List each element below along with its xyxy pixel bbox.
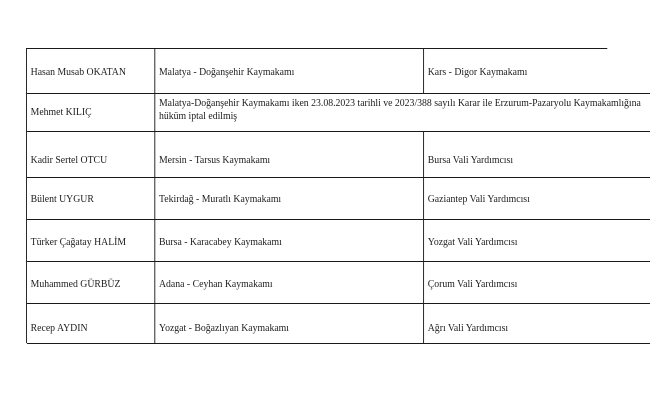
old-post-cell <box>155 219 424 261</box>
old-post-cell <box>155 261 424 303</box>
old-post: Mersin - Tarsus Kaymakamı <box>158 155 271 166</box>
new-post-cell <box>424 177 650 219</box>
table-row <box>27 177 650 220</box>
person-name: Muhammed GÜRBÜZ <box>30 279 121 290</box>
table-row <box>27 219 650 262</box>
note-line-1: Malatya-Doğanşehir Kaymakamı iken 23.08.2023 tarihli ve 2023/388 sayılı Karar ile Erzurum-Pazaryolu Kaymakamlığına <box>158 98 641 109</box>
old-post: Tekirdağ - Muratlı Kaymakamı <box>158 194 282 205</box>
table-row <box>27 303 650 344</box>
new-post-cell <box>424 131 650 177</box>
old-post: Bursa - Karacabey Kaymakamı <box>158 237 282 248</box>
person-name: Türker Çağatay HALİM <box>30 237 127 248</box>
old-post-cell <box>155 131 424 177</box>
name-cell <box>27 219 155 261</box>
new-post: Yozgat Vali Yardımcısı <box>427 237 518 248</box>
name-cell <box>27 177 155 219</box>
new-post: Bursa Vali Yardımcısı <box>427 155 514 166</box>
note-text <box>159 97 641 123</box>
person-name: Recep AYDIN <box>30 323 88 334</box>
name-cell <box>27 261 155 303</box>
old-post: Yozgat - Boğazlıyan Kaymakamı <box>158 323 289 334</box>
name-cell <box>27 49 155 93</box>
table-row <box>27 93 650 132</box>
old-post-cell <box>155 177 424 219</box>
new-post: Kars - Digor Kaymakamı <box>427 67 528 78</box>
person-name: Kadir Sertel OTCU <box>30 155 108 166</box>
new-post-cell <box>424 49 650 93</box>
table-row <box>27 261 650 304</box>
merged-note-cell <box>155 93 650 131</box>
name-cell <box>27 131 155 177</box>
person-name: Mehmet KILIÇ <box>30 107 92 118</box>
new-post: Çorum Vali Yardımcısı <box>427 279 518 290</box>
name-cell <box>27 93 155 131</box>
old-post: Malatya - Doğanşehir Kaymakamı <box>158 67 295 78</box>
note-line-2: hüküm iptal edilmiş <box>158 111 238 122</box>
appointments-table <box>26 48 641 343</box>
new-post: Ağrı Vali Yardımcısı <box>427 323 509 334</box>
old-post-cell <box>155 303 424 343</box>
person-name: Bülent UYGUR <box>30 194 94 205</box>
new-post-cell <box>424 219 650 261</box>
old-post: Adana - Ceyhan Kaymakamı <box>158 279 273 290</box>
new-post-cell <box>424 303 650 343</box>
new-post: Gaziantep Vali Yardımcısı <box>427 194 530 205</box>
new-post-cell <box>424 261 650 303</box>
table-row <box>27 49 650 94</box>
old-post-cell <box>155 49 424 93</box>
name-cell <box>27 303 155 343</box>
person-name: Hasan Musab OKATAN <box>30 67 126 78</box>
table-row <box>27 131 650 178</box>
